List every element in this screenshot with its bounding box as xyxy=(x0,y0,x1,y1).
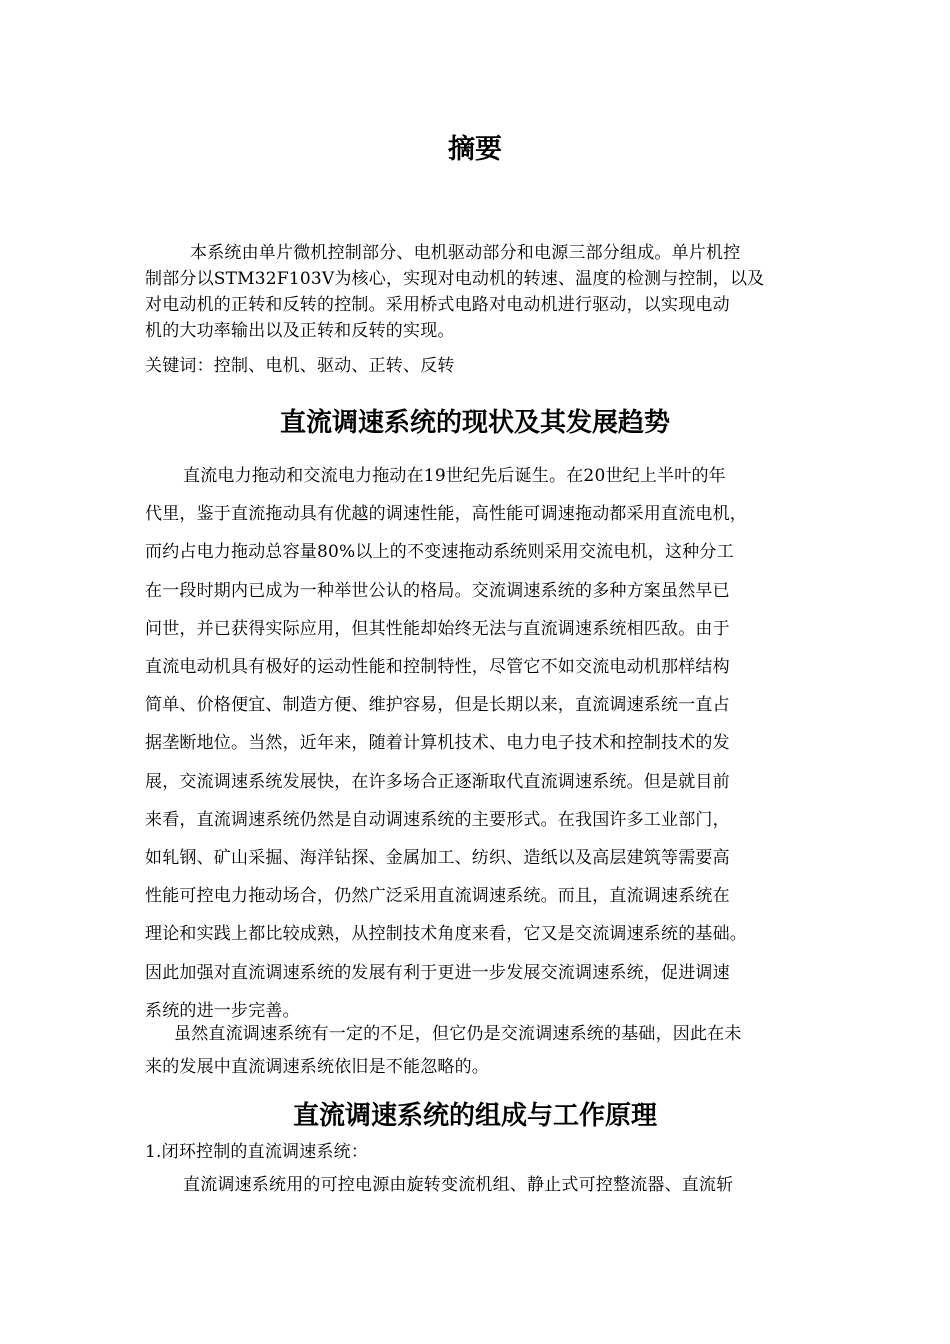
paragraph-line: 来看，直流调速系统仍然是自动调速系统的主要形式。在我国许多工业部门， xyxy=(145,809,730,830)
paragraph-line: 系统的进一步完善。 xyxy=(145,1000,300,1021)
numbered-item: 1.闭环控制的直流调速系统： xyxy=(145,1142,369,1162)
paragraph-line: 虽然直流调速系统有一定的不足，但它仍是交流调速系统的基础，因此在未 xyxy=(174,1024,742,1044)
paragraph-line: 据垄断地位。当然，近年来，随着计算机技术、电力电子技术和控制技术的发 xyxy=(145,733,730,754)
paragraph-line: 因此加强对直流调速系统的发展有利于更进一步发展交流调速系统，促进调速 xyxy=(145,962,730,983)
paragraph-line: 在一段时期内已成为一种举世公认的格局。交流调速系统的多种方案虽然早已 xyxy=(145,580,730,601)
paragraph-line: 简单、价格便宜、制造方便、维护容易，但是长期以来，直流调速系统一直占 xyxy=(145,695,730,716)
section-heading: 直流调速系统的现状及其发展趋势 xyxy=(279,408,670,438)
paragraph-line: 来的发展中直流调速系统依旧是不能忽略的。 xyxy=(145,1057,489,1077)
abstract-line: 机的大功率输出以及正转和反转的实现。 xyxy=(145,321,455,341)
abstract-line: 对电动机的正转和反转的控制。采用桥式电路对电动机进行驱动，以实现电动 xyxy=(145,295,730,315)
paragraph-line: 直流调速系统用的可控电源由旋转变流机组、静止式可控整流器、直流斩 xyxy=(183,1175,734,1195)
body-paragraph xyxy=(145,457,810,1030)
paragraph-line: 直流电力拖动和交流电力拖动在19世纪先后诞生。在20世纪上半叶的年 xyxy=(183,466,726,486)
body-paragraph xyxy=(145,1170,810,1200)
abstract-line: 制部分以STM32F103V为核心，实现对电动机的转速、温度的检测与控制，以及 xyxy=(145,269,765,289)
abstract-title: 摘要 xyxy=(448,134,502,165)
paragraph-line: 如轧钢、矿山采掘、海洋钻探、金属加工、纺织、造纸以及高层建筑等需要高 xyxy=(145,848,730,869)
paragraph-line: 而约占电力拖动总容量80%以上的不变速拖动系统则采用交流电机，这种分工 xyxy=(145,542,734,563)
paragraph-line: 性能可控电力拖动场合，仍然广泛采用直流调速系统。而且，直流调速系统在 xyxy=(145,886,730,907)
abstract-paragraph xyxy=(145,240,810,344)
keywords-line: 关键词：控制、电机、驱动、正转、反转 xyxy=(145,356,455,376)
paragraph-line: 代里，鉴于直流拖动具有优越的调速性能，高性能可调速拖动都采用直流电机， xyxy=(145,504,747,525)
section-heading: 直流调速系统的组成与工作原理 xyxy=(292,1101,657,1131)
paragraph-line: 理论和实践上都比较成熟，从控制技术角度来看，它又是交流调速系统的基础。 xyxy=(145,924,747,945)
body-paragraph xyxy=(145,1018,810,1084)
paragraph-line: 直流电动机具有极好的运动性能和控制特性，尽管它不如交流电动机那样结构 xyxy=(145,657,730,678)
paragraph-line: 展，交流调速系统发展快，在许多场合正逐渐取代直流调速系统。但是就目前 xyxy=(145,771,730,792)
abstract-line: 本系统由单片微机控制部分、电机驱动部分和电源三部分组成。单片机控 xyxy=(190,243,741,263)
paragraph-line: 问世，并已获得实际应用，但其性能却始终无法与直流调速系统相匹敌。由于 xyxy=(145,618,730,639)
